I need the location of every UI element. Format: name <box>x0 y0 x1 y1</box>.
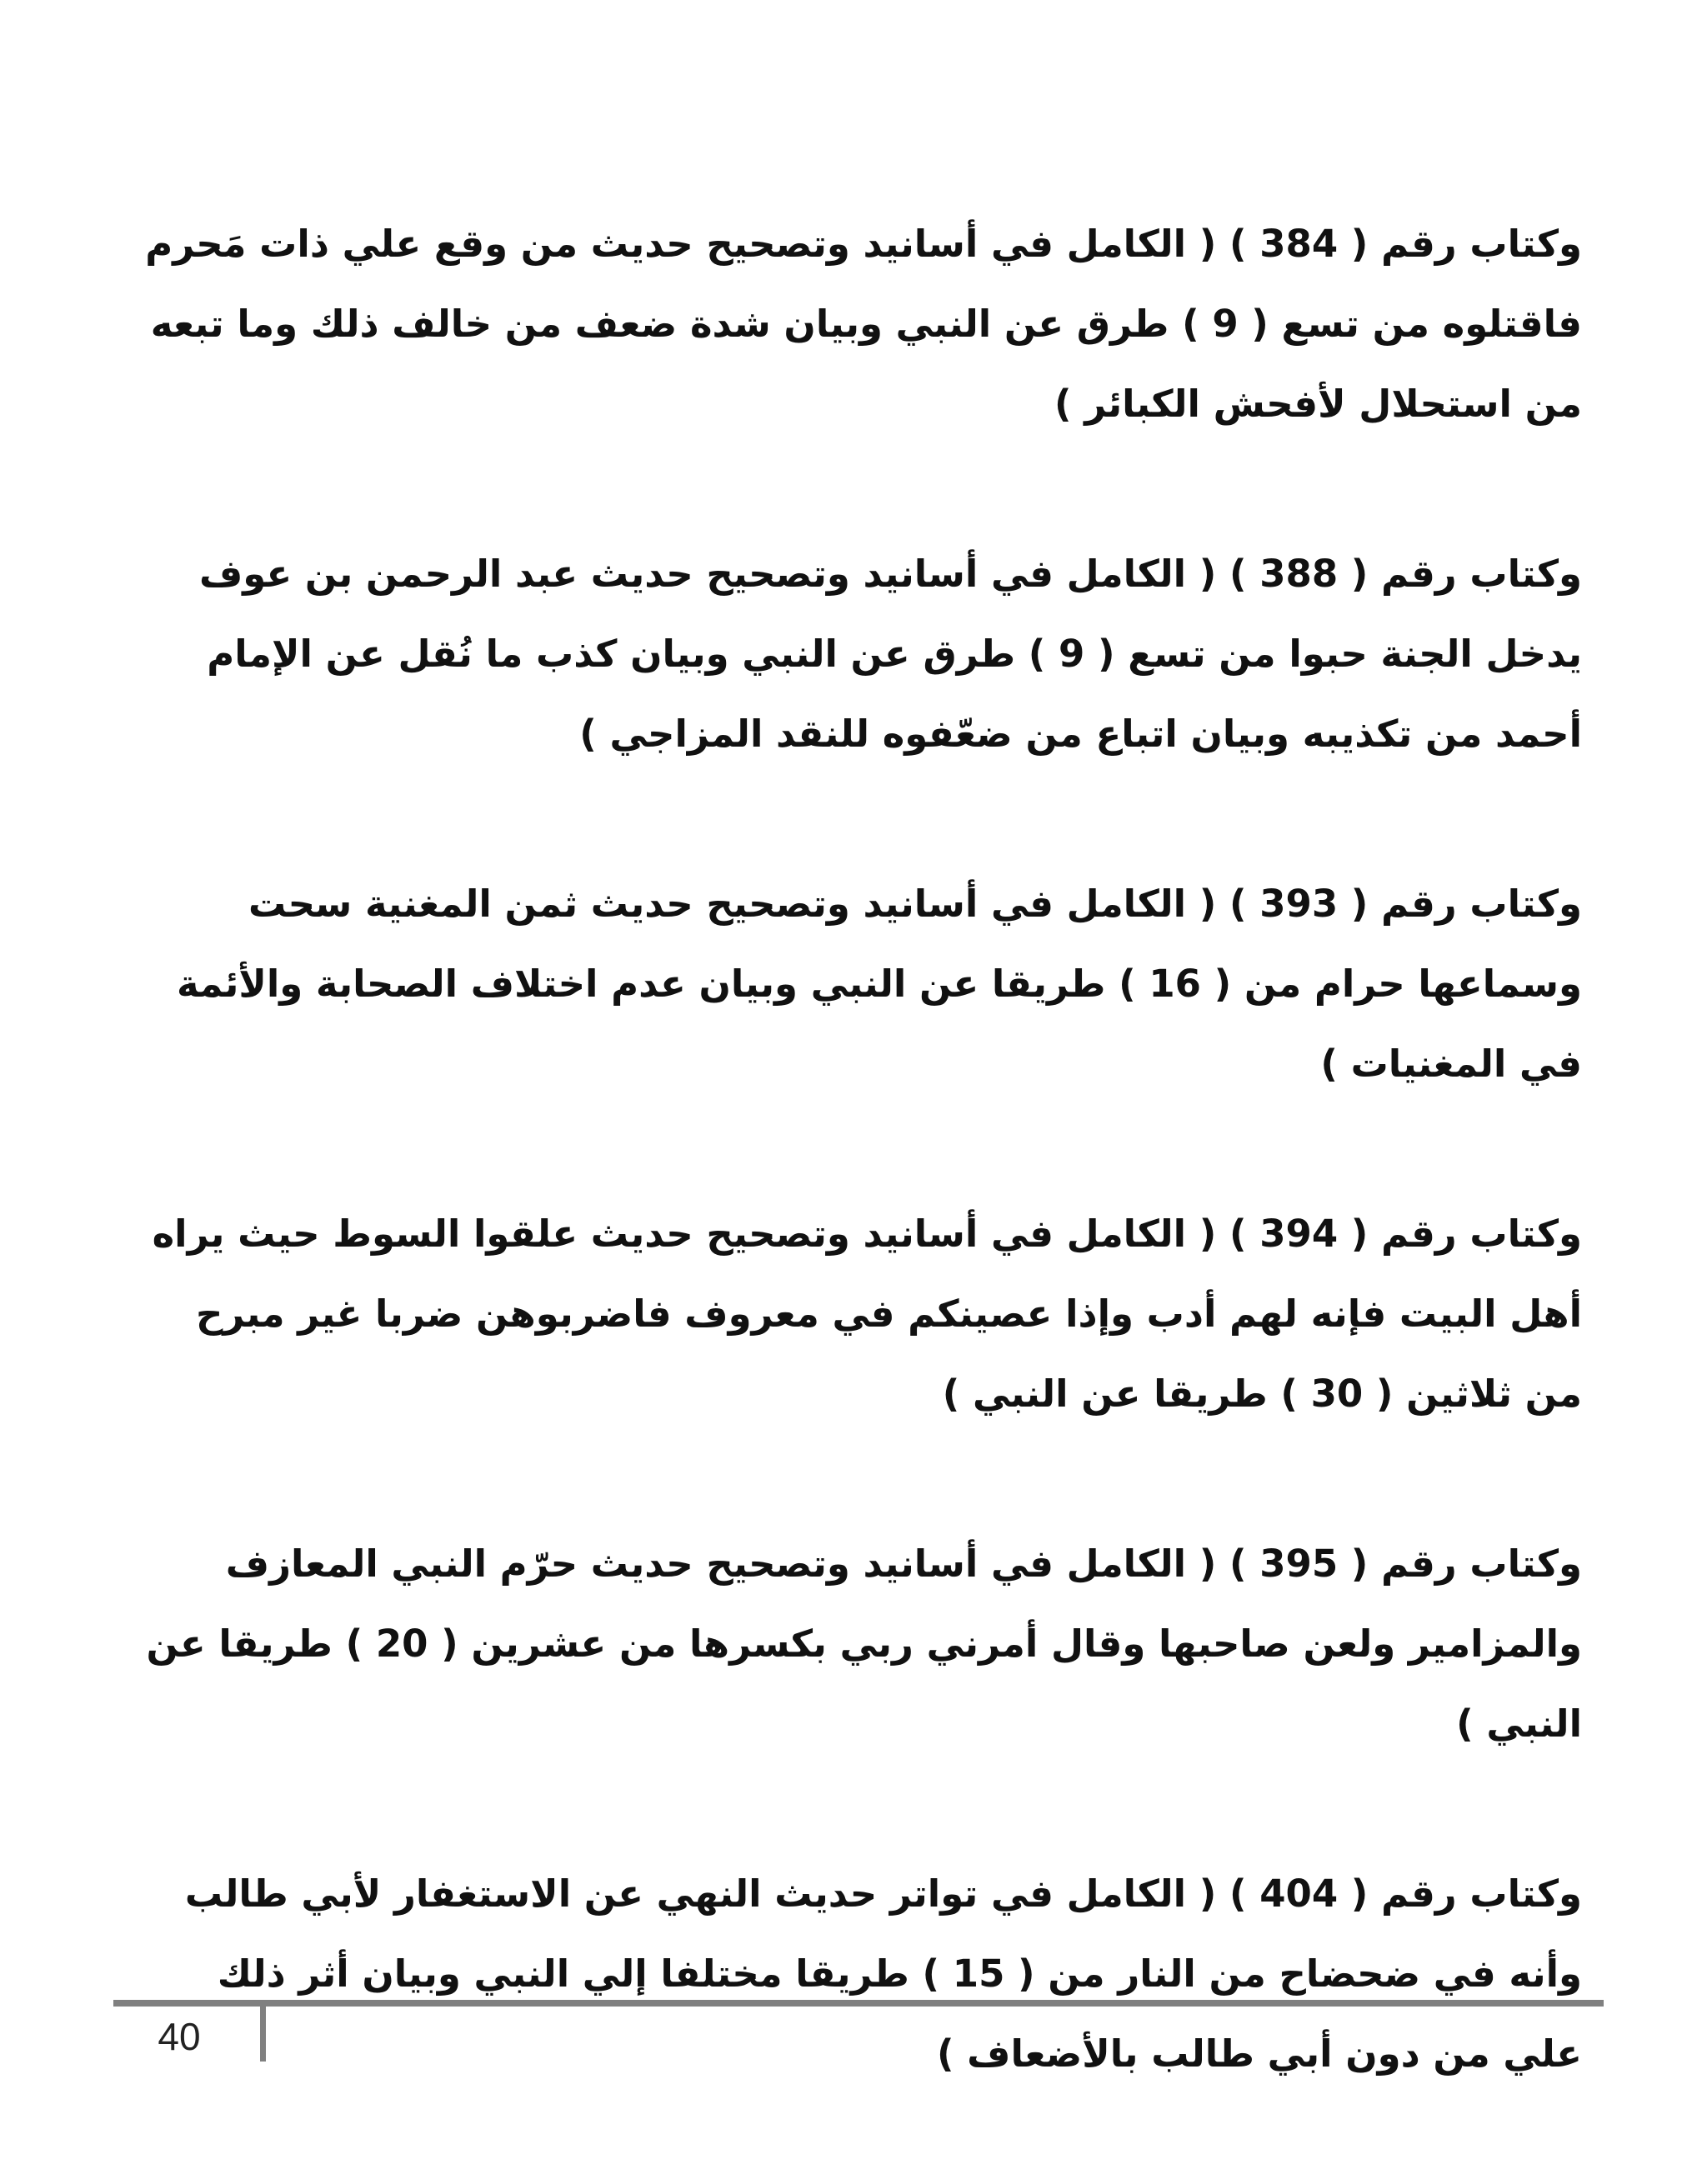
book-entry-393: وكتاب رقم ( 393 ) ( الكامل في أسانيد وتصحيح حديث ثمن المغنية سحت وسماعها حرام من ( 16 ) طريقا عن النبي وبيان عدم اختلاف الصحابة والأئمة في المغنيات ) <box>177 882 1582 1086</box>
book-entry-384: وكتاب رقم ( 384 ) ( الكامل في أسانيد وتصحيح حديث من وقع علي ذات مَحرم فاقتلوه من تسع ( 9 ) طرق عن النبي وبيان شدة ضعف من خالف ذلك وما تبعه من استحلال لأفحش الكبائر ) <box>145 222 1582 426</box>
book-entry-404: وكتاب رقم ( 404 ) ( الكامل في تواتر حديث النهي عن الاستغفار لأبي طالب وأنه في ضحضاح من النار من ( 15 ) طريقا مختلفا إلي النبي وبيان أثر ذلك علي من دون أبي طالب بالأضعاف ) <box>184 1872 1582 2076</box>
book-entry-395: وكتاب رقم ( 395 ) ( الكامل في أسانيد وتصحيح حديث حرّم النبي المعازف والمزامير ولعن صاحبها وقال أمرني ربي بكسرها من عشرين ( 20 ) طريقا عن النبي ) <box>146 1542 1582 1746</box>
footer-rule <box>113 2000 1604 2007</box>
book-entry-388: وكتاب رقم ( 388 ) ( الكامل في أسانيد وتصحيح حديث عبد الرحمن بن عوف يدخل الجنة حبوا من تسع ( 9 ) طرق عن النبي وبيان كذب ما نُقل عن الإمام أحمد من تكذيبه وبيان اتباع من ضعّفوه للنقد المزاجي ) <box>198 552 1582 756</box>
book-entry-394: وكتاب رقم ( 394 ) ( الكامل في أسانيد وتصحيح حديث علقوا السوط حيث يراه أهل البيت فإنه لهم أدب وإذا عصينكم في معروف فاضربوهن ضربا غير مبرح من ثلاثين ( 30 ) طريقا عن النبي ) <box>152 1212 1582 1416</box>
page-number: 40 <box>158 2015 201 2058</box>
page-body <box>142 204 1582 2184</box>
footer-divider-tick <box>260 2000 266 2062</box>
